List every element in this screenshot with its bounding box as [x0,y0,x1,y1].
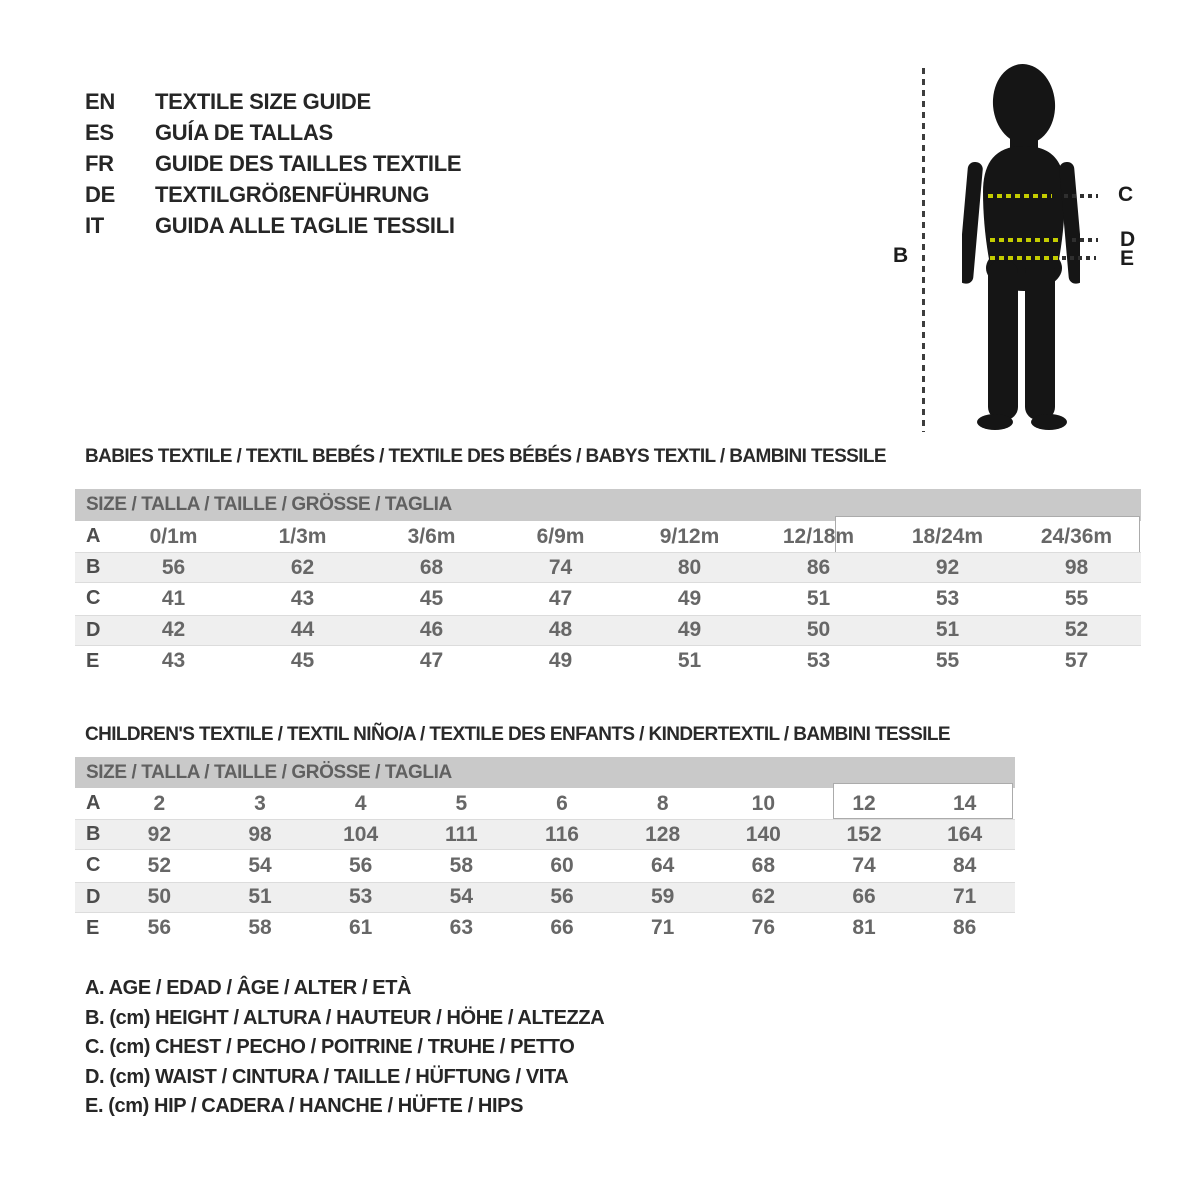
table-row-chest [75,583,1141,614]
table-cell: 164 [947,822,983,846]
table-cell: 128 [645,822,681,846]
babies-size-table [75,489,1141,677]
table-cell: 55 [1064,586,1089,610]
table-cell: 66 [852,885,876,909]
table-cell: 76 [751,916,775,940]
table-cell: 71 [952,885,977,909]
table-cell: 74 [852,853,876,877]
table-cell: 50 [147,885,171,909]
hip-guide-dots [1062,256,1096,260]
chest-measure-dots [988,194,1052,198]
height-label: B [893,244,909,267]
table-cell: 50 [806,618,831,642]
row-label: D [86,885,101,908]
table-row-height [75,819,1015,850]
table-cell: 47 [548,586,573,610]
title-text: GUIDA ALLE TAGLIE TESSILI [155,213,455,238]
title-row-en [85,86,461,117]
title-text: TEXTILGRÖßENFÜHRUNG [155,182,430,207]
table-cell: 111 [444,822,478,846]
table-cell: 58 [449,853,473,877]
table-cell: 24/36m [1040,524,1113,548]
language-code: IT [85,213,104,238]
table-cell: 8 [656,791,669,815]
table-cell: 42 [161,618,186,642]
row-label: B [86,556,101,579]
table-cell: 68 [751,853,775,877]
table-cell: 152 [846,822,882,846]
table-cell: 49 [677,586,702,610]
table-cell: 45 [419,586,444,610]
table-row-age [75,521,1141,552]
row-label: E [86,649,100,672]
babies-table-header: SIZE / TALLA / TAILLE / GRÖSSE / TAGLIA [75,489,1141,521]
table-cell: 43 [290,586,315,610]
legend-height: B. (cm) HEIGHT / ALTURA / HAUTEUR / HÖHE / ALTEZZA [85,1006,605,1029]
table-cell: 4 [354,791,367,815]
table-row-chest [75,850,1015,881]
measurement-legend [85,974,604,1122]
table-cell: 140 [745,822,781,846]
babies-table-rows [75,521,1141,677]
table-cell: 98 [248,822,272,846]
legend-chest: C. (cm) CHEST / PECHO / POITRINE / TRUHE / PETTO [85,1036,575,1059]
table-cell: 10 [751,791,775,815]
table-cell: 49 [548,649,573,673]
title-row-de [85,179,461,210]
waist-label: D [1120,228,1136,251]
table-cell: 5 [455,791,468,815]
title-text: GUÍA DE TALLAS [155,120,333,145]
table-cell: 54 [449,885,473,909]
row-label: E [86,916,100,939]
title-text: GUIDE DES TAILLES TEXTILE [155,151,462,176]
row-label: A [86,525,101,548]
table-cell: 57 [1064,649,1089,673]
table-cell: 3 [254,791,266,815]
table-cell: 6/9m [536,524,585,548]
waist-measure-dots [990,238,1058,242]
row-label: C [86,587,101,610]
table-cell: 1/3m [278,524,327,548]
babies-section-heading: BABIES TEXTILE / TEXTIL BEBÉS / TEXTILE DES BÉBÉS / BABYS TEXTIL / BAMBINI TESSILE [85,446,886,467]
table-cell: 51 [248,885,272,909]
table-cell: 47 [419,649,444,673]
table-row-age [75,788,1015,819]
language-code: FR [85,151,114,176]
title-row-it [85,210,461,241]
table-cell: 0/1m [149,524,198,548]
table-cell: 41 [161,586,186,610]
table-cell: 98 [1064,555,1089,579]
table-cell: 2 [153,791,166,815]
language-title-block [85,86,461,241]
table-cell: 54 [248,853,272,877]
language-code: EN [85,89,115,114]
table-cell: 86 [952,916,977,940]
table-row-waist [75,882,1015,913]
table-cell: 104 [343,822,379,846]
legend-hip: E. (cm) HIP / CADERA / HANCHE / HÜFTE / HIPS [85,1095,524,1118]
table-cell: 56 [147,916,171,940]
row-label: D [86,618,101,641]
table-cell: 84 [952,853,977,877]
children-section-heading: CHILDREN'S TEXTILE / TEXTIL NIÑO/A / TEXTILE DES ENFANTS / KINDERTEXTIL / BAMBINI TESSILE [85,724,950,745]
table-row-hip [75,913,1015,944]
table-cell: 81 [852,916,876,940]
table-cell: 12/18m [782,524,855,548]
table-cell: 86 [806,555,831,579]
table-cell: 68 [419,555,444,579]
height-measure-dashed-line [922,68,925,432]
language-code: ES [85,120,114,145]
table-cell: 92 [935,555,960,579]
table-cell: 9/12m [659,524,720,548]
table-cell: 62 [290,555,315,579]
table-cell: 61 [348,916,373,940]
children-table-rows [75,788,1015,944]
title-row-es [85,117,461,148]
table-cell: 116 [545,822,579,846]
waist-guide-dots [1072,238,1098,242]
legend-waist: D. (cm) WAIST / CINTURA / TAILLE / HÜFTUNG / VITA [85,1065,569,1088]
table-cell: 48 [548,618,573,642]
table-cell: 14 [952,791,977,815]
table-cell: 55 [935,649,960,673]
chest-label: C [1118,183,1134,206]
title-text: TEXTILE SIZE GUIDE [155,89,371,114]
table-cell: 53 [806,649,831,673]
table-cell: 51 [806,586,831,610]
chest-guide-dots [1064,194,1098,198]
table-cell: 51 [677,649,702,673]
table-cell: 62 [751,885,775,909]
table-row-hip [75,646,1141,677]
table-cell: 12 [852,791,876,815]
row-label: A [86,792,101,815]
table-cell: 6 [556,791,568,815]
table-row-waist [75,615,1141,646]
table-cell: 49 [677,618,702,642]
table-cell: 64 [650,853,675,877]
row-label: C [86,854,101,877]
table-cell: 56 [161,555,186,579]
children-size-table [75,757,1015,944]
legend-age: A. AGE / EDAD / ÂGE / ALTER / ETÀ [85,977,412,999]
table-cell: 18/24m [911,524,984,548]
hip-measure-dots [990,256,1060,260]
table-cell: 56 [550,885,574,909]
table-cell: 56 [348,853,373,877]
table-cell: 60 [550,853,574,877]
table-cell: 92 [147,822,171,846]
table-cell: 66 [550,916,574,940]
table-cell: 46 [419,618,444,642]
table-cell: 74 [548,555,573,579]
children-table-header: SIZE / TALLA / TAILLE / GRÖSSE / TAGLIA [75,757,1015,788]
table-row-height [75,552,1141,583]
table-cell: 59 [650,885,675,909]
hip-label: E [1120,247,1135,270]
table-cell: 44 [290,618,315,642]
table-cell: 45 [290,649,315,673]
table-cell: 63 [449,916,473,940]
table-cell: 3/6m [407,524,456,548]
table-cell: 53 [935,586,960,610]
table-cell: 51 [935,618,960,642]
table-cell: 43 [161,649,186,673]
language-code: DE [85,182,115,207]
table-cell: 71 [650,916,675,940]
table-cell: 58 [248,916,272,940]
row-label: B [86,823,101,846]
table-cell: 53 [348,885,373,909]
table-cell: 80 [677,555,702,579]
table-cell: 52 [147,853,171,877]
title-row-fr [85,148,461,179]
table-cell: 52 [1064,618,1089,642]
child-silhouette [962,62,1080,434]
